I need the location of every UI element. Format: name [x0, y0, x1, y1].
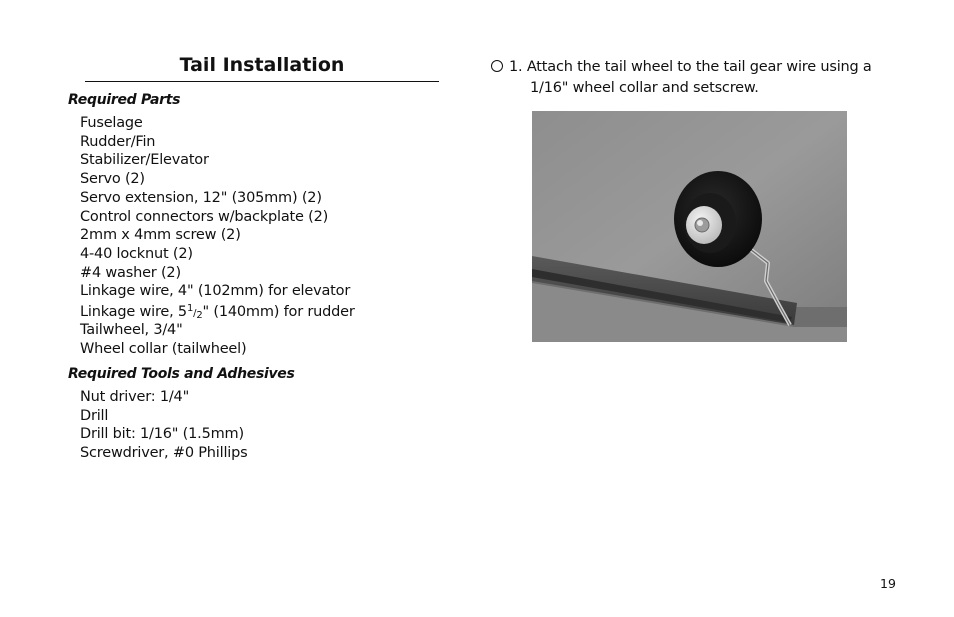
list-item: Drill	[80, 407, 109, 424]
list-item: Wheel collar (tailwheel)	[80, 340, 247, 357]
checkbox-circle-icon[interactable]	[491, 60, 503, 72]
page-title: Tail Installation	[179, 54, 345, 76]
list-item: 2mm x 4mm screw (2)	[80, 227, 241, 244]
list-item: Servo (2)	[80, 171, 145, 188]
fraction-numerator: 1	[186, 303, 194, 315]
rudder-wire-suffix: " (140mm) for rudder	[202, 304, 355, 321]
required-tools-heading: Required Tools and Adhesives	[68, 366, 295, 382]
fraction-denominator: 2	[196, 310, 203, 322]
step-1-line-2: 1/16" wheel collar and setscrew.	[530, 80, 759, 96]
title-rule	[85, 81, 439, 82]
rudder-wire-prefix: Linkage wire, 5	[80, 304, 187, 321]
required-parts-list	[80, 114, 355, 358]
list-item: 4-40 locknut (2)	[80, 245, 193, 262]
list-item: Drill bit: 1/16" (1.5mm)	[80, 426, 244, 443]
tail-wheel-photo	[532, 111, 847, 342]
required-tools-list	[80, 388, 247, 463]
list-item: Screwdriver, #0 Phillips	[80, 445, 248, 462]
list-item: Control connectors w/backplate (2)	[80, 208, 329, 225]
list-item: Tailwheel, 3/4"	[80, 322, 183, 339]
required-parts-heading: Required Parts	[68, 92, 181, 108]
list-item: Rudder/Fin	[80, 133, 156, 150]
step-1-line-1: 1. Attach the tail wheel to the tail gear wire using a	[509, 59, 872, 75]
list-item: Servo extension, 12" (305mm) (2)	[80, 189, 322, 206]
list-item: #4 washer (2)	[80, 264, 181, 281]
list-item: Stabilizer/Elevator	[80, 152, 209, 169]
list-item: Nut driver: 1/4"	[80, 389, 190, 405]
step-1	[491, 57, 891, 99]
list-item: Linkage wire, 4" (102mm) for elevator	[80, 283, 351, 300]
fraction-slash: /	[193, 308, 197, 320]
page-number: 19	[880, 576, 896, 591]
fraction	[187, 303, 203, 321]
list-item: Fuselage	[80, 115, 143, 131]
